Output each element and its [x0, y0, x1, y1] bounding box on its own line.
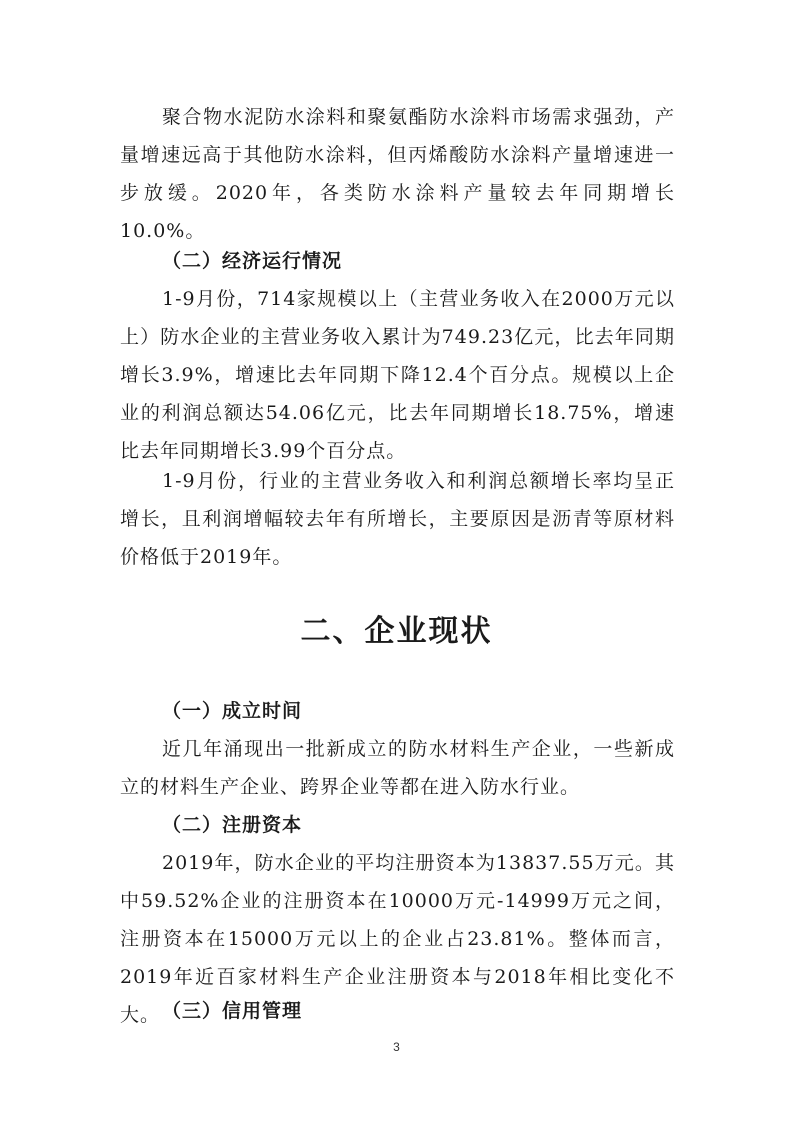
page-number: 3 [393, 1040, 400, 1054]
subheading-establishment-time: （一）成立时间 [162, 700, 303, 722]
section-title-enterprise-status: 二、企业现状 [300, 614, 493, 649]
paragraph-new-enterprises: 近几年涌现出一批新成立的防水材料生产企业，一些新成立的材料生产企业、跨界企业等都在进入防水行业。 [120, 738, 675, 798]
paragraph-revenue-profit: 1-9月份，714家规模以上（主营业务收入在2000万元以上）防水企业的主营业务收入累计为749.23亿元，比去年同期增长3.9%，增速比去年同期下降12.4个百分点。规模以上企业的利润总额达54.06亿元，比去年同期增长18.75%，增速比去年同期增长3.99个百分点。 [120, 288, 675, 462]
paragraph-registered-capital: 2019年，防水企业的平均注册资本为13837.55万元。其中59.52%企业的注册资本在10000万元-14999万元之间，注册资本在15000万元以上的企业占23.81%。整体而言，2019年近百家材料生产企业注册资本与2018年相比变化不大。 [120, 852, 675, 1026]
subheading-registered-capital: （二）注册资本 [162, 814, 303, 836]
paragraph-growth-reason: 1-9月份，行业的主营业务收入和利润总额增长率均呈正增长，且利润增幅较去年有所增长，主要原因是沥青等原材料价格低于2019年。 [120, 470, 675, 568]
subheading-credit-management: （三）信用管理 [162, 1000, 303, 1022]
subheading-economic-operation: （二）经济运行情况 [162, 250, 343, 272]
paragraph-coatings-market: 聚合物水泥防水涂料和聚氨酯防水涂料市场需求强劲，产量增速远高于其他防水涂料，但丙烯酸防水涂料产量增速进一步放缓。2020年，各类防水涂料产量较去年同期增长10.0%。 [120, 106, 675, 242]
